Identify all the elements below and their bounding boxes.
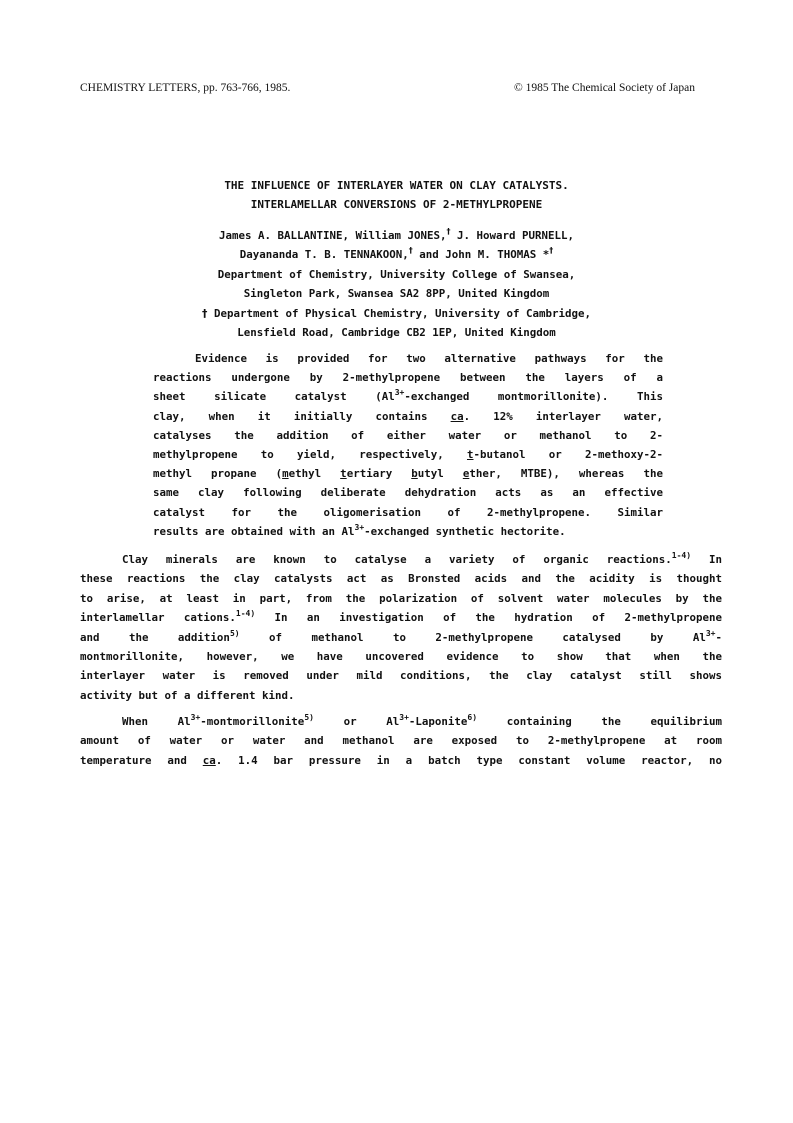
asterisk-mark: * xyxy=(542,248,550,262)
body-line: to arise, at least in part, from the polarization of solvent water molecules by the xyxy=(80,591,722,605)
abstract-line: methylpropene to yield, respectively, t-butanol or 2-methoxy-2- xyxy=(153,447,663,461)
body-line: interlayer water is removed under mild conditions, the clay catalyst still shows xyxy=(80,669,722,683)
abstract-line: catalyses the addition of either water or methanol to 2- xyxy=(153,428,663,442)
abstract-line: catalyst for the oligomerisation of 2-methylpropene. Similar xyxy=(153,505,663,519)
body-line: When $Al^{3+}-montmorillonite^{5)}$ or $Al^{3+}-Laponite^{6)}$ containing the equilibrium xyxy=(122,713,722,728)
body-line: Clay minerals are known to catalyse a variety of organic reactions.$^{1-4)}$ In xyxy=(122,551,722,566)
abstract-line: same clay following deliberate dehydration acts as an effective xyxy=(153,486,663,500)
affiliation-cambridge-2: Lensfield Road, Cambridge CB2 1EP, United Kingdom xyxy=(237,325,556,339)
dagger-mark: † xyxy=(549,246,554,256)
author-block xyxy=(0,226,793,342)
abstract-line: Evidence is provided for two alternative pathways for the xyxy=(195,352,663,365)
journal-citation: CHEMISTRY LETTERS, pp. 763-766, 1985. xyxy=(80,82,291,94)
body-line: these reactions the clay catalysts act as Bronsted acids and the acidity is thought xyxy=(80,572,722,586)
abstract-line: reactions undergone by 2-methylpropene between the layers of a xyxy=(153,371,663,385)
body-paragraph-2 xyxy=(80,712,722,770)
affiliation-cambridge-1: † Department of Physical Chemistry, University of Cambridge, xyxy=(202,306,591,320)
body-line: activity but of a different kind. xyxy=(80,688,295,702)
body-line: and the addition$^{5)}$ of methanol to 2-methylpropene catalysed by $Al^{3+}-$ xyxy=(80,628,722,644)
body-line: interlamellar cations.$^{1-4)}$ In an investigation of the hydration of 2-methylpropene xyxy=(80,609,723,625)
copyright-notice: © 1985 The Chemical Society of Japan xyxy=(514,82,695,94)
affiliation-swansea-2: Singleton Park, Swansea SA2 8PP, United Kingdom xyxy=(243,287,550,301)
dagger-mark: † xyxy=(446,227,451,236)
abstract-line: methyl propane (methyl tertiary butyl ether, MTBE), whereas the xyxy=(153,467,663,481)
body-line: amount of water or water and methanol are exposed to 2-methylpropene at room xyxy=(80,734,722,748)
abstract-line: clay, when it initially contains ca. 12% interlayer water, xyxy=(153,409,663,423)
abstract-line: sheet silicate catalyst ($Al^{3+}$-exchanged montmorillonite). This xyxy=(153,388,663,404)
dagger-mark: † xyxy=(408,246,413,256)
author-line-1: James A. BALLANTINE, William JONES,† J. Howard PURNELL, xyxy=(218,227,575,242)
abstract xyxy=(153,349,663,541)
body-paragraph-1 xyxy=(80,550,722,705)
author-line-2: Dayananda T. B. TENNAKOON,† and John M. THOMAS *† xyxy=(239,246,554,262)
title-line-2: INTERLAMELLAR CONVERSIONS OF 2-METHYLPROPENE xyxy=(250,198,543,211)
body-line: temperature and ca. 1.4 bar pressure in a batch type constant volume reactor, no xyxy=(80,753,722,767)
affiliation-swansea-1: Department of Chemistry, University College of Swansea, xyxy=(217,267,576,281)
body-line: montmorillonite, however, we have uncovered evidence to show that when the xyxy=(80,649,722,663)
dagger-mark: † xyxy=(202,306,208,320)
article-title xyxy=(0,176,793,214)
abstract-line: results are obtained with an $Al^{3+}$-exchanged synthetic hectorite. xyxy=(153,522,566,538)
title-line-1: THE INFLUENCE OF INTERLAYER WATER ON CLAY CATALYSTS. xyxy=(224,179,569,192)
